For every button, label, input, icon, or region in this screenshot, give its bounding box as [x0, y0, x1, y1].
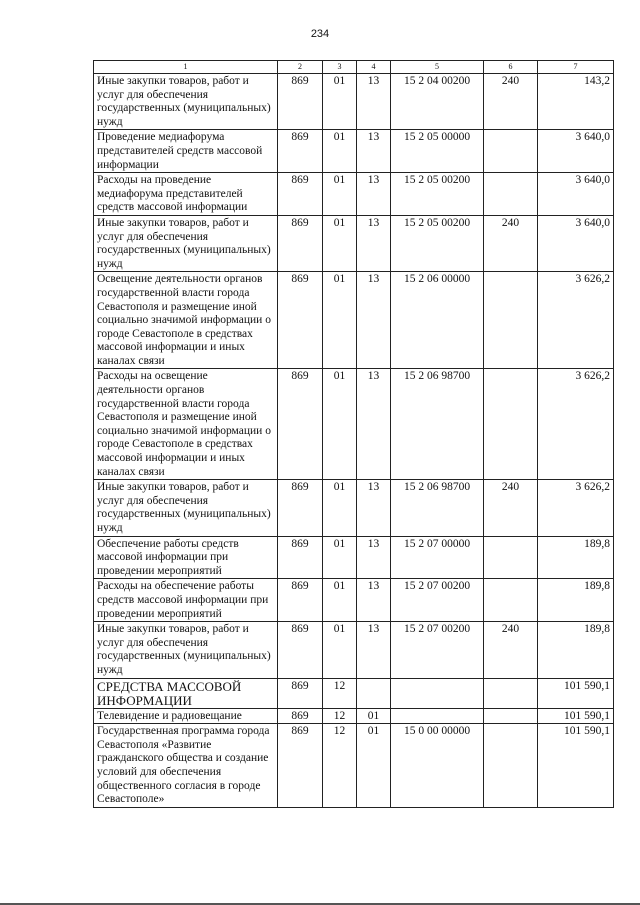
cell-pr: 13: [357, 130, 391, 173]
budget-table: [93, 60, 614, 808]
cell-sum: 3 640,0: [538, 173, 614, 216]
table-row: [94, 678, 614, 708]
cell-sum: 3 640,0: [538, 215, 614, 271]
cell-rz: 01: [323, 622, 357, 678]
table-row: [94, 74, 614, 130]
cell-name: Расходы на освещение деятельности органов государственной власти города Севастополя и размещение иной социально значимой информации о городе Севастополе в средствах массовой информации и иных каналах связи: [94, 369, 278, 480]
cell-csr: 15 2 07 00200: [391, 622, 484, 678]
header-col-5: 5: [391, 61, 484, 74]
cell-vr: [484, 678, 538, 708]
cell-sum: 3 640,0: [538, 130, 614, 173]
cell-vr: [484, 272, 538, 369]
cell-name: Иные закупки товаров, работ и услуг для обеспечения государственных (муниципальных) нужд: [94, 215, 278, 271]
cell-name: Освещение деятельности органов государственной власти города Севастополя и размещение иной социально значимой информации о городе Севастополе в средствах массовой информации и иных каналах связи: [94, 272, 278, 369]
cell-pr: 13: [357, 74, 391, 130]
cell-vr: 240: [484, 622, 538, 678]
table-row: [94, 724, 614, 808]
cell-vr: [484, 708, 538, 724]
cell-ved: 869: [278, 215, 323, 271]
cell-vr: 240: [484, 74, 538, 130]
header-row: [94, 61, 614, 74]
cell-name: СРЕДСТВА МАССОВОЙ ИНФОРМАЦИИ: [94, 678, 278, 708]
cell-rz: 01: [323, 173, 357, 216]
cell-pr: 13: [357, 272, 391, 369]
cell-csr: 15 2 06 00000: [391, 272, 484, 369]
header-col-2: 2: [278, 61, 323, 74]
cell-vr: [484, 536, 538, 579]
cell-vr: 240: [484, 215, 538, 271]
cell-name: Обеспечение работы средств массовой информации при проведении мероприятий: [94, 536, 278, 579]
cell-ved: 869: [278, 536, 323, 579]
header-col-7: 7: [538, 61, 614, 74]
cell-vr: [484, 724, 538, 808]
cell-csr: 15 2 05 00200: [391, 173, 484, 216]
cell-sum: 189,8: [538, 622, 614, 678]
cell-name: Государственная программа города Севастополя «Развитие гражданского общества и создание условий для обеспечения общественного согласия в городе Севастополе»: [94, 724, 278, 808]
cell-sum: 101 590,1: [538, 724, 614, 808]
cell-name: Иные закупки товаров, работ и услуг для обеспечения государственных (муниципальных) нужд: [94, 622, 278, 678]
cell-vr: [484, 369, 538, 480]
cell-sum: 189,8: [538, 579, 614, 622]
cell-csr: 15 2 05 00200: [391, 215, 484, 271]
cell-rz: 01: [323, 369, 357, 480]
header-col-3: 3: [323, 61, 357, 74]
cell-csr: 15 2 06 98700: [391, 369, 484, 480]
table-row: [94, 369, 614, 480]
cell-rz: 01: [323, 536, 357, 579]
cell-ved: 869: [278, 173, 323, 216]
cell-sum: 189,8: [538, 536, 614, 579]
cell-vr: 240: [484, 480, 538, 536]
cell-pr: [357, 678, 391, 708]
cell-csr: 15 0 00 00000: [391, 724, 484, 808]
cell-rz: 12: [323, 678, 357, 708]
cell-pr: 13: [357, 215, 391, 271]
cell-csr: 15 2 04 00200: [391, 74, 484, 130]
cell-name: Расходы на обеспечение работы средств массовой информации при проведении мероприятий: [94, 579, 278, 622]
cell-csr: [391, 678, 484, 708]
table-row: [94, 173, 614, 216]
cell-csr: 15 2 06 98700: [391, 480, 484, 536]
cell-sum: 3 626,2: [538, 272, 614, 369]
cell-name: Проведение медиафорума представителей средств массовой информации: [94, 130, 278, 173]
table-row: [94, 536, 614, 579]
cell-rz: 12: [323, 724, 357, 808]
cell-csr: [391, 708, 484, 724]
cell-pr: 13: [357, 480, 391, 536]
table-row: [94, 272, 614, 369]
cell-rz: 01: [323, 579, 357, 622]
table-row: [94, 130, 614, 173]
cell-name: Иные закупки товаров, работ и услуг для обеспечения государственных (муниципальных) нужд: [94, 480, 278, 536]
table-row: [94, 579, 614, 622]
cell-pr: 13: [357, 622, 391, 678]
table-row: [94, 622, 614, 678]
cell-name: Расходы на проведение медиафорума представителей средств массовой информации: [94, 173, 278, 216]
header-col-6: 6: [484, 61, 538, 74]
cell-rz: 01: [323, 480, 357, 536]
table-row: [94, 480, 614, 536]
cell-rz: 01: [323, 272, 357, 369]
header-col-1: 1: [94, 61, 278, 74]
cell-vr: [484, 579, 538, 622]
table-row: [94, 215, 614, 271]
cell-rz: 01: [323, 130, 357, 173]
cell-sum: 3 626,2: [538, 480, 614, 536]
cell-rz: 01: [323, 215, 357, 271]
cell-ved: 869: [278, 579, 323, 622]
cell-pr: 01: [357, 724, 391, 808]
cell-pr: 01: [357, 708, 391, 724]
cell-name: Телевидение и радиовещание: [94, 708, 278, 724]
page-number: 234: [310, 28, 330, 40]
cell-name: Иные закупки товаров, работ и услуг для обеспечения государственных (муниципальных) нужд: [94, 74, 278, 130]
cell-rz: 01: [323, 74, 357, 130]
cell-rz: 12: [323, 708, 357, 724]
cell-csr: 15 2 07 00000: [391, 536, 484, 579]
cell-ved: 869: [278, 724, 323, 808]
cell-sum: 143,2: [538, 74, 614, 130]
header-col-4: 4: [357, 61, 391, 74]
cell-sum: 3 626,2: [538, 369, 614, 480]
cell-ved: 869: [278, 678, 323, 708]
cell-pr: 13: [357, 369, 391, 480]
cell-vr: [484, 130, 538, 173]
cell-csr: 15 2 07 00200: [391, 579, 484, 622]
cell-csr: 15 2 05 00000: [391, 130, 484, 173]
cell-pr: 13: [357, 173, 391, 216]
cell-sum: 101 590,1: [538, 708, 614, 724]
cell-ved: 869: [278, 74, 323, 130]
cell-sum: 101 590,1: [538, 678, 614, 708]
cell-ved: 869: [278, 369, 323, 480]
cell-ved: 869: [278, 480, 323, 536]
cell-ved: 869: [278, 130, 323, 173]
cell-vr: [484, 173, 538, 216]
cell-ved: 869: [278, 622, 323, 678]
table-row: [94, 708, 614, 724]
cell-ved: 869: [278, 708, 323, 724]
cell-pr: 13: [357, 536, 391, 579]
cell-pr: 13: [357, 579, 391, 622]
cell-ved: 869: [278, 272, 323, 369]
table-body: [94, 74, 614, 808]
